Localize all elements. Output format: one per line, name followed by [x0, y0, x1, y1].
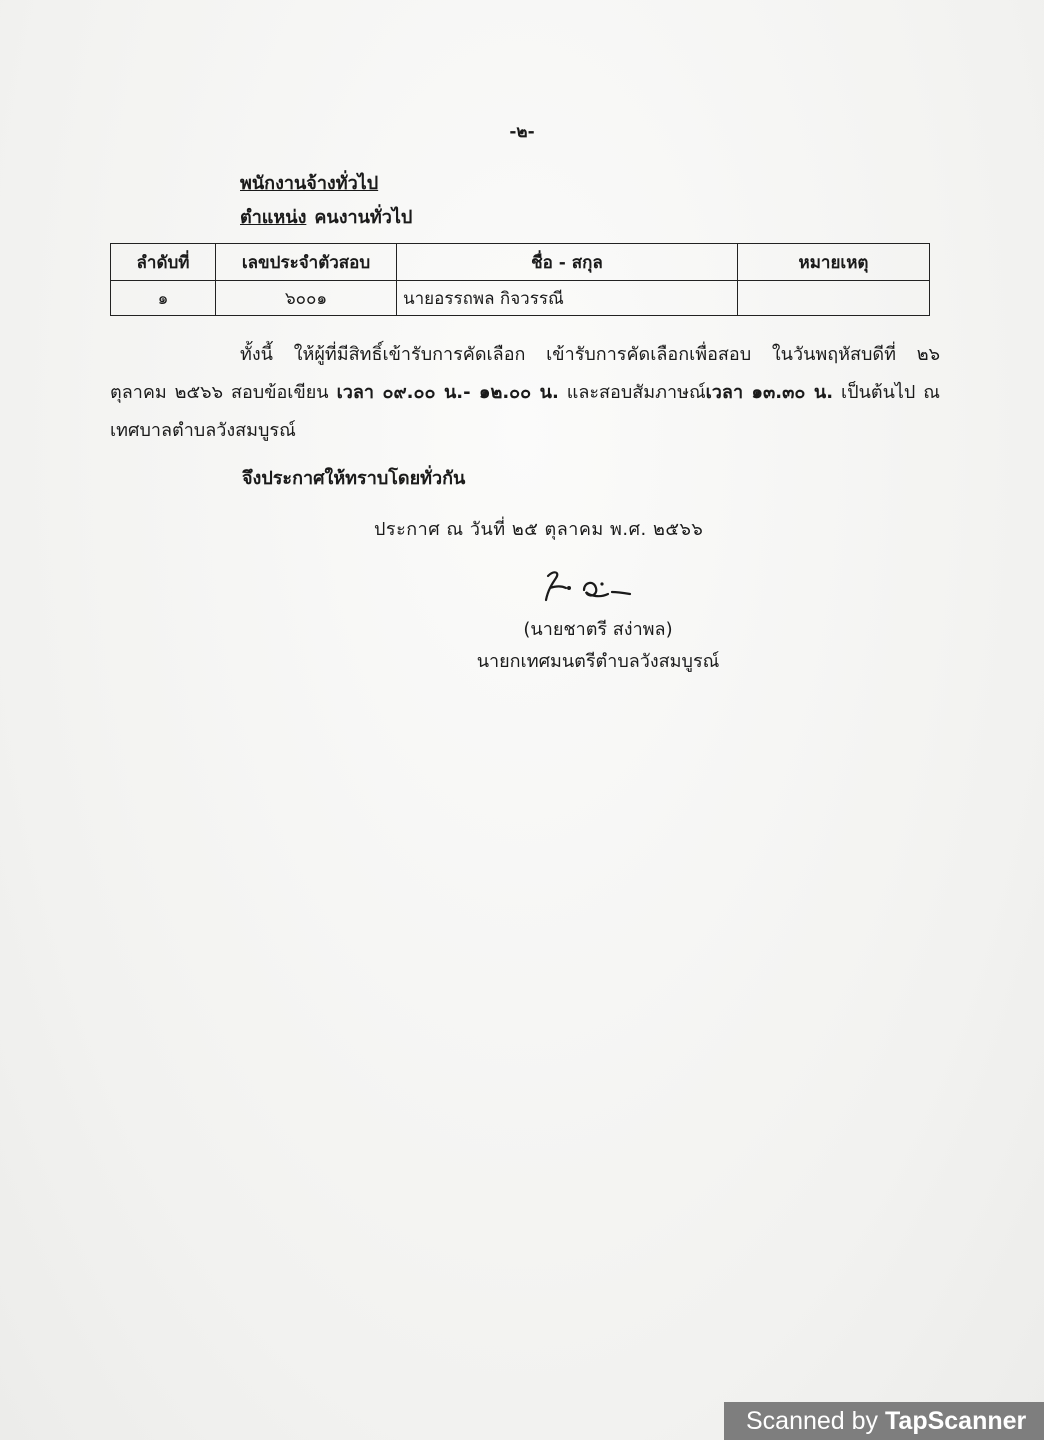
header-name: ชื่อ - สกุล — [397, 244, 738, 281]
signature-icon — [538, 566, 634, 610]
position-value: คนงานทั่วไป — [314, 207, 413, 228]
table-row — [111, 281, 930, 316]
exam-schedule-paragraph — [110, 336, 940, 450]
cell-name: นายอรรถพล กิจวรรณี — [397, 281, 738, 316]
page-number: -๒- — [509, 122, 535, 142]
table-header-row — [111, 244, 930, 281]
position-line — [240, 202, 412, 231]
closing-statement: จึงประกาศให้ทราบโดยทั่วกัน — [242, 468, 466, 489]
header-order: ลำดับที่ — [111, 244, 216, 281]
announcement-date: ประกาศ ณ วันที่ ๒๕ ตุลาคม พ.ศ. ๒๕๖๖ — [374, 519, 704, 540]
header-exam-id: เลขประจำตัวสอบ — [216, 244, 397, 281]
signer-title: นายกเทศมนตรีตำบลวังสมบูรณ์ — [476, 651, 720, 672]
signer-name: (นายชาตรี สง่าพล) — [523, 619, 673, 640]
paragraph-part3: เป็นต้นไป ณ เทศบาลตำบลวังสมบูรณ์ — [110, 382, 940, 441]
interview-time: เวลา ๑๓.๓๐ น. — [705, 382, 834, 403]
position-label: ตำแหน่ง — [240, 207, 307, 228]
paragraph-part1: ทั้งนี้ ให้ผู้ที่มีสิทธิ์เข้ารับการคัดเลือก เข้ารับการคัดเลือกเพื่อสอบ ในวันพฤหัสบดีที่ ๒๖ ตุลาคม ๒๕๖๖ สอบข้อเขียน — [110, 344, 940, 403]
scanner-prefix: Scanned by — [746, 1407, 885, 1435]
written-exam-time: เวลา ๐๙.๐๐ น.- ๑๒.๐๐ น. — [336, 382, 559, 403]
paragraph-part2: และสอบสัมภาษณ์ — [558, 382, 706, 403]
cell-remark — [738, 281, 930, 316]
scanner-brand: TapScanner — [885, 1407, 1027, 1435]
header-remark: หมายเหตุ — [738, 244, 930, 281]
cell-order: ๑ — [111, 281, 216, 316]
scanner-watermark — [724, 1402, 1044, 1440]
cell-exam-id: ๖๐๐๑ — [216, 281, 397, 316]
results-table — [110, 243, 930, 316]
section-heading: พนักงานจ้างทั่วไป — [240, 173, 379, 194]
